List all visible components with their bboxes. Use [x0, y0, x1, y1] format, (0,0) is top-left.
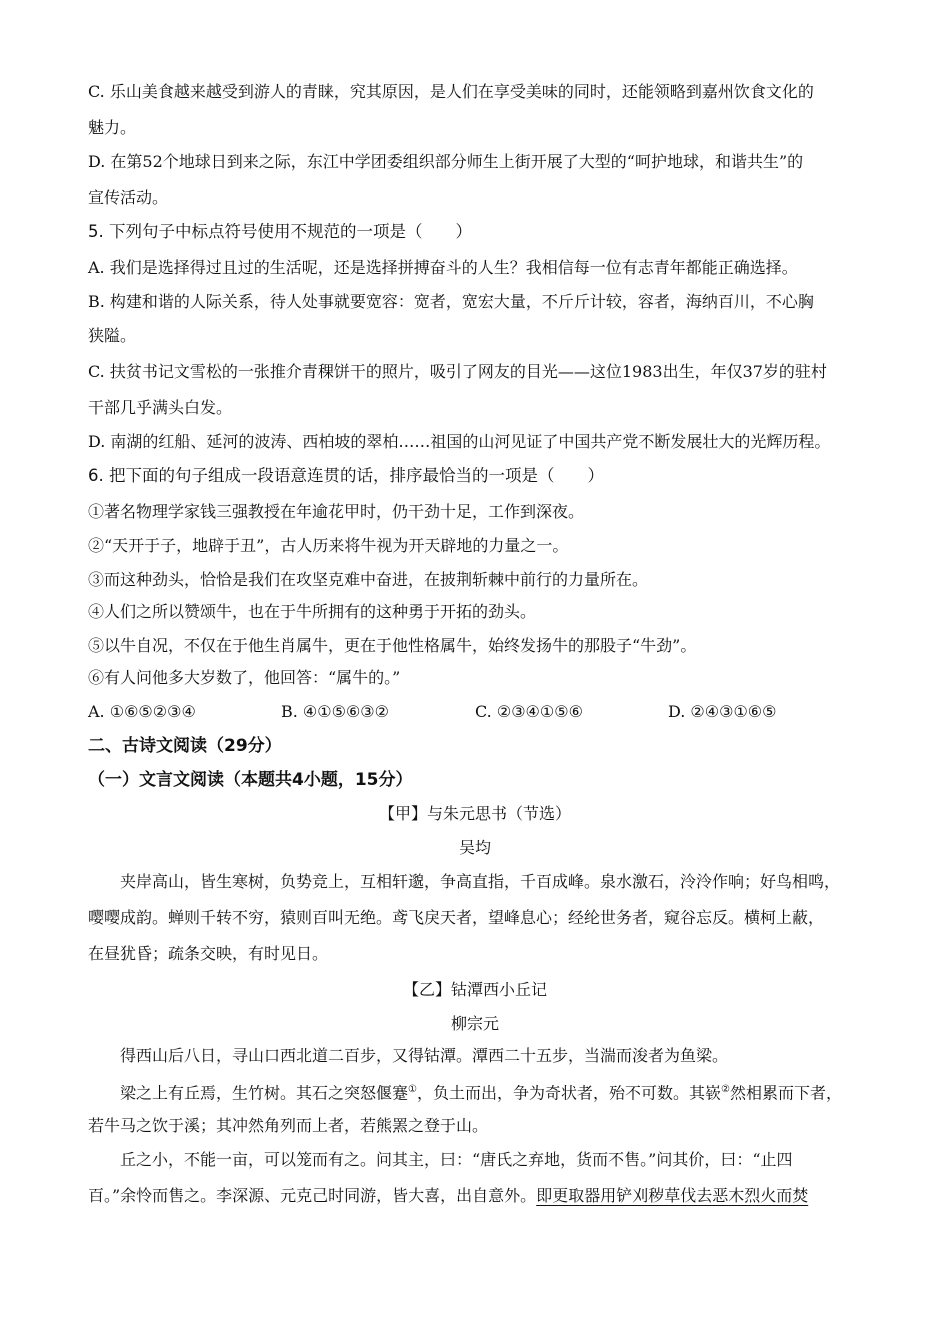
- jia-paragraph-line3: 在昼犹昏；疏条交映，有时见日。: [88, 944, 329, 963]
- yi-p2-part-a: 梁之上有丘焉，生竹树。其石之突怒偃蹇: [120, 1083, 409, 1103]
- section-2-heading: 二、古诗文阅读（29分）: [88, 736, 282, 756]
- yi-paragraph-2-line2: 若牛马之饮于溪；其冲然角列而上者，若熊罴之登于山。: [88, 1116, 489, 1135]
- yi-p2-part-c: 然相累而下者，: [729, 1083, 842, 1103]
- q5-option-b-line1: B. 构建和谐的人际关系，待人处事就要宽容：宽者，宽宏大量，不斤斤计较，容者，海纳百川，不心胸: [88, 292, 814, 311]
- yi-title: 【乙】钴潭西小丘记: [402, 980, 547, 999]
- q6-option-c: C. ②③④①⑤⑥: [475, 702, 583, 721]
- jia-title: 【甲】与朱元思书（节选）: [378, 804, 571, 823]
- underlined-sentence: 即更取器用铲刈秽草伐去恶木烈火而焚: [536, 1186, 809, 1205]
- q5-option-c-line1: C. 扶贫书记文雪松的一张推介青稞饼干的照片，吸引了网友的目光——这位1983出生，年仅37岁的驻村: [88, 362, 827, 381]
- footnote-marker-1: ①: [408, 1084, 417, 1095]
- jia-paragraph-line1: 夹岸高山，皆生寒树，负势竞上，互相轩邈，争高直指，千百成峰。泉水激石，泠泠作响；好鸟相鸣，: [120, 872, 841, 891]
- yi-p3-text: 百。”余怜而售之。李深源、元克己时同游，皆大喜，出自意外。: [88, 1186, 537, 1205]
- yi-paragraph-3-line2: [88, 1186, 808, 1206]
- q5-option-a: A. 我们是选择得过且过的生活呢，还是选择拼搏奋斗的人生？我相信每一位有志青年都能正确选择。: [88, 258, 798, 277]
- q6-sentence-4: ④人们之所以赞颂牛，也在于牛所拥有的这种勇于开拓的劲头。: [88, 602, 537, 621]
- q6-sentence-1: ①著名物理学家钱三强教授在年逾花甲时，仍干劲十足，工作到深夜。: [88, 502, 585, 521]
- q4-option-c-line2: 魅力。: [88, 118, 137, 137]
- q6-sentence-5: ⑤以牛自况，不仅在于他生肖属牛，更在于他性格属牛，始终发扬牛的那股子“牛劲”。: [88, 636, 697, 655]
- q5-stem: 5. 下列句子中标点符号使用不规范的一项是（ ）: [88, 222, 472, 241]
- yi-paragraph-3-line1: 丘之小，不能一亩，可以笼而有之。问其主，曰：“唐氏之弃地，货而不售。”问其价，曰：“止四: [120, 1150, 793, 1169]
- yi-p2-part-b: ，负土而出，争为奇状者，殆不可数。其嵚: [416, 1083, 721, 1103]
- yi-author: 柳宗元: [450, 1014, 499, 1033]
- q4-option-d-line2: 宣传活动。: [88, 188, 169, 207]
- yi-paragraph-1: 得西山后八日，寻山口西北道二百步，又得钴潭。潭西二十五步，当湍而浚者为鱼梁。: [120, 1046, 729, 1065]
- yi-paragraph-2-line1: [120, 1080, 842, 1103]
- q4-option-c-line1: C. 乐山美食越来越受到游人的青睐，究其原因，是人们在享受美味的同时，还能领略到嘉州饮食文化的: [88, 82, 814, 101]
- jia-paragraph-line2: 嘤嘤成韵。蝉则千转不穷，猿则百叫无绝。鸢飞戾天者，望峰息心；经纶世务者，窥谷忘反。横柯上蔽，: [88, 908, 825, 927]
- q6-sentence-3: ③而这种劲头，恰恰是我们在攻坚克难中奋进，在披荆斩棘中前行的力量所在。: [88, 570, 649, 589]
- q5-option-c-line2: 干部几乎满头白发。: [88, 398, 233, 417]
- q5-option-d: D. 南湖的红船、延河的波涛、西柏坡的翠柏……祖国的山河见证了中国共产党不断发展壮大的光辉历程。: [88, 432, 831, 451]
- q6-sentence-2: ②“天开于子，地辟于丑”，古人历来将牛视为开天辟地的力量之一。: [88, 536, 569, 555]
- q6-sentence-6: ⑥有人问他多大岁数了，他回答：“属牛的。”: [88, 668, 401, 687]
- section-2-subheading: （一）文言文阅读（本题共4小题，15分）: [88, 770, 413, 790]
- q6-option-b: B. ④①⑤⑥③②: [281, 702, 389, 721]
- q6-option-d: D. ②④③①⑥⑤: [668, 702, 777, 721]
- q6-option-a: A. ①⑥⑤②③④: [88, 702, 196, 721]
- q4-option-d-line1: D. 在第52个地球日到来之际，东江中学团委组织部分师生上街开展了大型的“呵护地球，和谐共生”的: [88, 152, 804, 171]
- q6-stem: 6. 把下面的句子组成一段语意连贯的话，排序最恰当的一项是（ ）: [88, 466, 604, 485]
- footnote-marker-2: ②: [721, 1084, 730, 1095]
- jia-author: 吴均: [458, 838, 491, 857]
- q5-option-b-line2: 狭隘。: [88, 326, 137, 345]
